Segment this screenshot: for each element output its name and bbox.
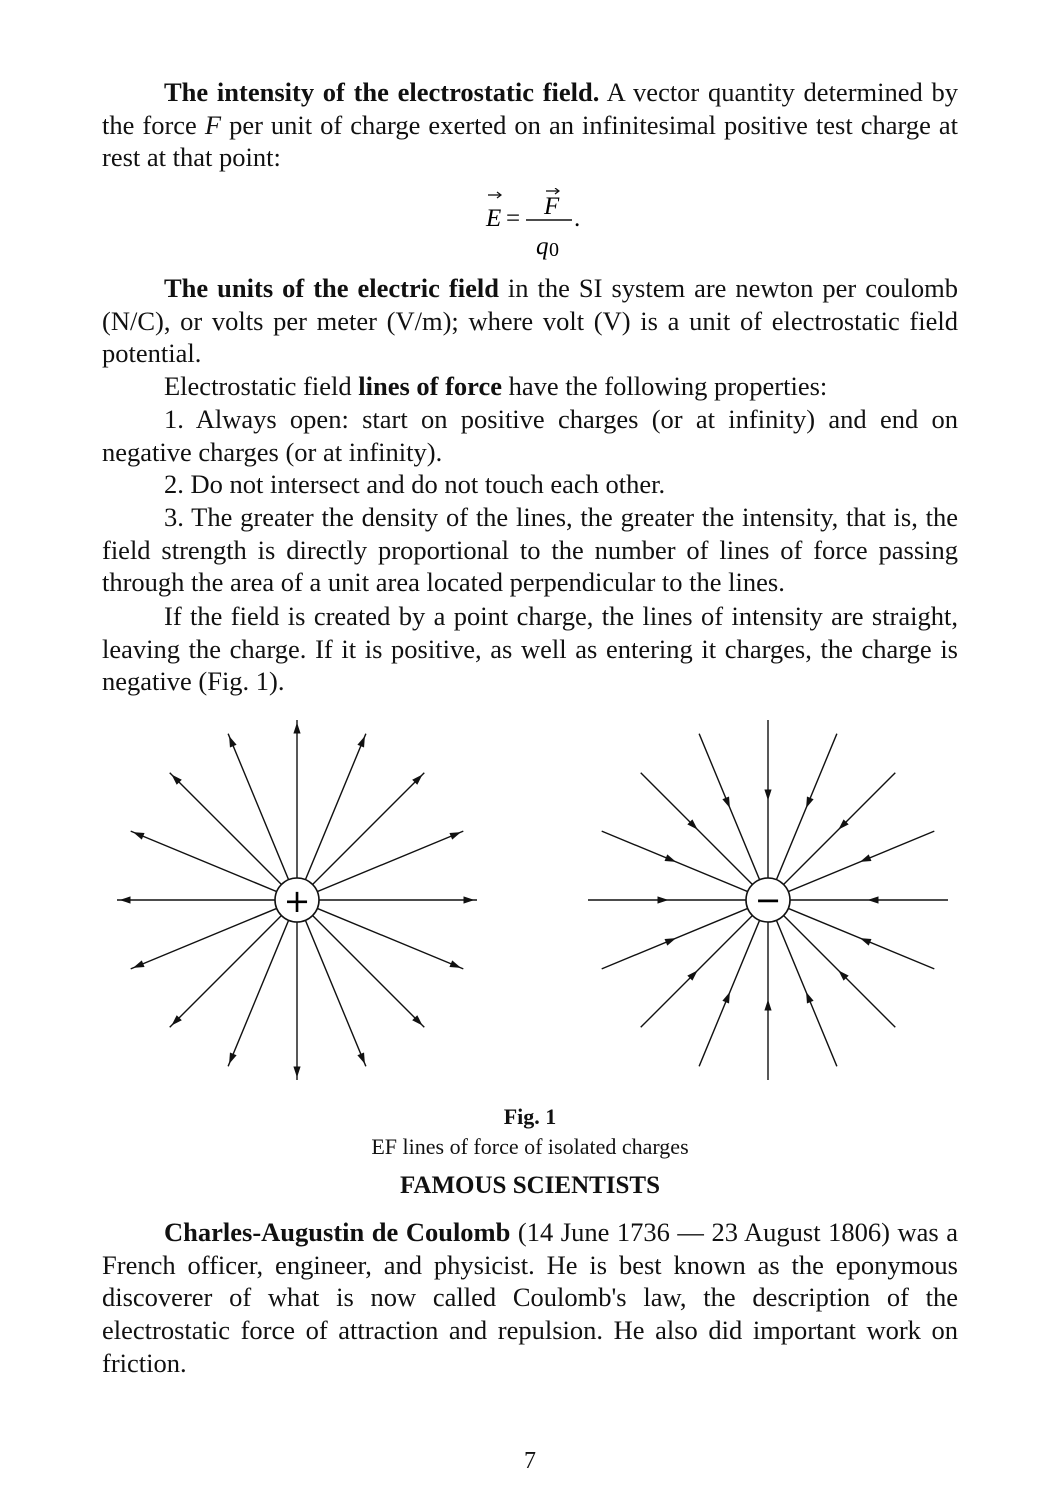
positive-field-line <box>131 908 277 968</box>
positive-field-line <box>317 908 463 968</box>
page-number: 7 <box>524 1448 536 1474</box>
negative-arrowhead <box>806 992 814 1004</box>
paragraph-point-charge: If the field is created by a point charge, the lines of intensity are straight, leaving the charge. If it is positive, as well as entering it charges, the charge is negative (Fig. 1). <box>102 601 958 697</box>
scientist-name: Charles-Augustin de Coulomb <box>164 1217 511 1247</box>
negative-arrowhead <box>665 938 677 946</box>
figure-field-lines <box>110 718 950 1088</box>
paragraph-coulomb-bio: Charles-Augustin de Coulomb (14 June 1736 — 23 August 1806) was a French officer, engineer, and physicist. He is best known as the eponymous discoverer of what is now called Coulomb's law, the description of the electrostatic force of attraction and repulsion. He also did important work on friction. <box>102 1217 958 1378</box>
property-2: 2. Do not intersect and do not touch each other. <box>164 469 666 499</box>
property-1: 1. Always open: start on positive charges (or at infinity) and end on negative charges (or at infinity). <box>102 404 958 467</box>
figure-label: Fig. 1 <box>503 1104 557 1129</box>
positive-arrowhead <box>357 1052 365 1064</box>
positive-arrowhead <box>449 832 461 840</box>
negative-arrowhead <box>658 896 669 903</box>
term-intensity: The intensity of the electrostatic field. <box>164 77 600 107</box>
positive-arrowhead <box>229 1052 237 1064</box>
formula-numerator: F <box>544 193 560 220</box>
section-heading: FAMOUS SCIENTISTS <box>399 1172 661 1199</box>
positive-arrowhead <box>133 960 145 968</box>
positive-field-line <box>228 734 288 880</box>
positive-field-line <box>228 920 288 1066</box>
negative-charge-symbol: − <box>754 881 782 919</box>
negative-arrowhead <box>868 896 879 903</box>
positive-arrowhead <box>449 960 461 968</box>
positive-arrowhead <box>293 723 300 734</box>
positive-charge-symbol: + <box>283 882 311 920</box>
negative-arrowhead <box>764 790 771 801</box>
positive-field-line <box>170 773 282 885</box>
negative-arrowhead <box>722 797 730 809</box>
negative-arrowhead <box>860 938 872 946</box>
field-intensity-formula <box>470 188 620 264</box>
variable-f: F <box>204 109 222 140</box>
formula-denominator-subscript: 0 <box>549 239 559 261</box>
positive-arrowhead <box>464 896 475 903</box>
positive-arrowhead <box>133 832 145 840</box>
positive-field-line <box>305 734 365 880</box>
formula-period: . <box>574 205 581 232</box>
formula-denominator: q <box>536 233 549 260</box>
paragraph-intensity-definition: The intensity of the electrostatic field. A vector quantity determined by the force F per unit of charge exerted on an infinitesimal positive test charge at rest at that point: <box>102 77 958 173</box>
positive-field-line <box>131 831 277 891</box>
positive-field-line <box>313 773 425 885</box>
negative-arrowhead <box>806 797 814 809</box>
term-units: The units of the electric field <box>164 273 499 303</box>
positive-arrowhead <box>357 736 365 748</box>
negative-arrowhead <box>665 854 677 862</box>
paragraph-units: The units of the electric field in the SI system are newton per coulomb (N/C), or volts per meter (V/m); where volt (V) is a unit of electrostatic field potential. <box>102 273 958 369</box>
positive-field-line <box>170 916 282 1028</box>
positive-arrowhead <box>120 896 131 903</box>
term-lines-of-force: lines of force <box>358 371 502 401</box>
negative-arrowhead <box>764 1000 771 1011</box>
figure-caption: EF lines of force of isolated charges <box>371 1134 689 1159</box>
paragraph-lines-intro: Electrostatic field lines of force have the following properties: <box>164 371 828 401</box>
positive-field-line <box>317 831 463 891</box>
formula-equals: = <box>506 205 521 232</box>
positive-field-line <box>313 916 425 1028</box>
positive-arrowhead <box>229 736 237 748</box>
property-3: 3. The greater the density of the lines, the greater the intensity, that is, the field strength is directly proportional to the number of lines of force passing through the area of a unit area located perpendicular to the lines. <box>102 502 958 598</box>
positive-arrowhead <box>293 1067 300 1078</box>
positive-field-line <box>305 920 365 1066</box>
negative-arrowhead <box>860 854 872 862</box>
negative-arrowhead <box>722 992 730 1004</box>
formula-lhs: E <box>486 205 502 232</box>
